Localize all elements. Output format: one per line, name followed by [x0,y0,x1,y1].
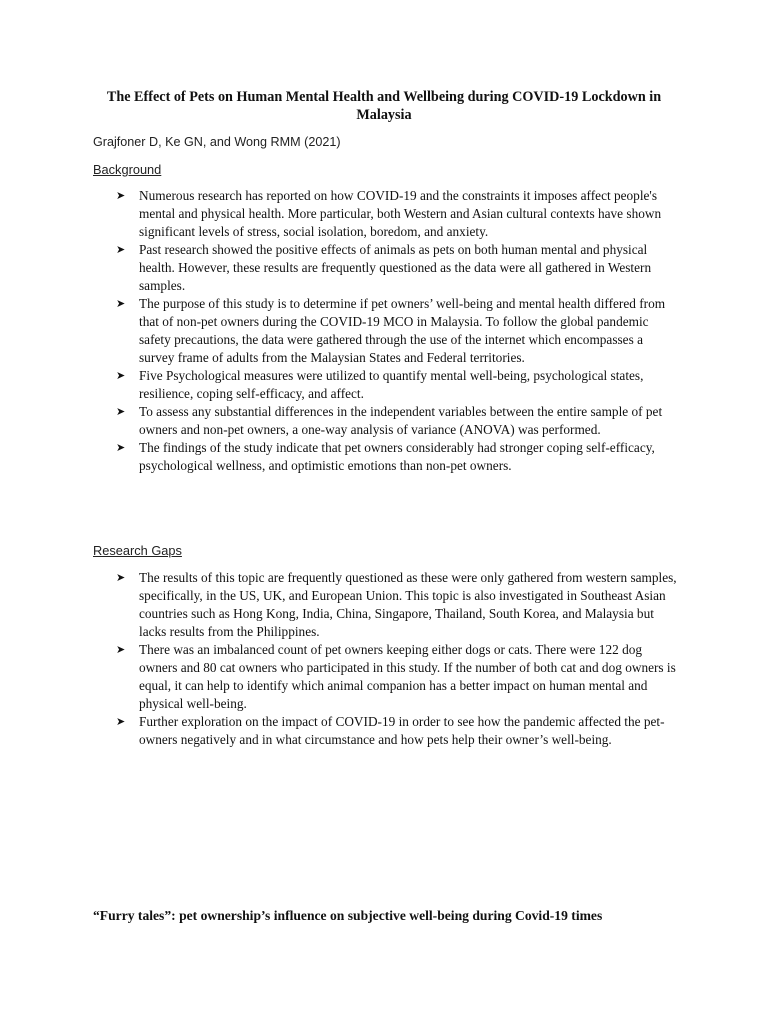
list-item [114,641,680,713]
list-item [114,241,680,295]
authors-line: Grajfoner D, Ke GN, and Wong RMM (2021) [93,135,341,149]
list-item-text: The results of this topic are frequently questioned as these were only gathered from western samples, specifically, in the US, UK, and European Union. This topic is also investigated in Southeast Asian countries such as Hong Kong, India, China, Singapore, Thailand, South Korea, and Malaysia but lacks results from the Philippines. [139,570,677,639]
background-list [114,187,680,475]
list-item [114,187,680,241]
list-item [114,569,680,641]
arrowhead-bullet-icon: ➤ [116,243,126,256]
list-item-text: There was an imbalanced count of pet owners keeping either dogs or cats. There were 122 dog owners and 80 cat owners who participated in this study. If the number of both cat and dog owners is equal, it can help to identify which animal companion has a better impact on human mental and physical well-being. [139,642,676,711]
list-item-text: Numerous research has reported on how COVID-19 and the constraints it imposes affect people's mental and physical health. More particular, both Western and Asian cultural contexts have shown significant levels of stress, social isolation, boredom, and anxiety. [139,188,662,239]
list-item [114,403,680,439]
list-item-text: To assess any substantial differences in the independent variables between the entire sample of pet owners and non-pet owners, a one-way analysis of variance (ANOVA) was performed. [139,404,663,437]
list-item-text: The purpose of this study is to determine if pet owners’ well-being and mental health differed from that of non-pet owners during the COVID-19 MCO in Malaysia. To follow the global pandemic safety precautions, the data were gathered through the use of the internet which encompasses a survey frame of adults from the Malaysian States and Federal territories. [139,296,666,365]
arrowhead-bullet-icon: ➤ [116,189,126,202]
list-item [114,367,680,403]
list-item [114,439,680,475]
list-item-text: The findings of the study indicate that pet owners considerably had stronger coping self-efficacy, psychological wellness, and optimistic emotions than non-pet owners. [139,440,655,473]
research-gaps-list [114,569,680,749]
list-item-text: Five Psychological measures were utilized to quantify mental well-being, psychological states, resilience, coping self-efficacy, and affect. [139,368,644,401]
background-heading: Background [93,162,162,177]
arrowhead-bullet-icon: ➤ [116,571,126,584]
list-item-text: Past research showed the positive effects of animals as pets on both human mental and physical health. However, these results are frequently questioned as the data were all gathered in Western samples. [139,242,652,293]
document-title: The Effect of Pets on Human Mental Health and Wellbeing during COVID-19 Lockdown in Malaysia [106,89,662,123]
arrowhead-bullet-icon: ➤ [116,715,126,728]
list-item-text: Further exploration on the impact of COVID-19 in order to see how the pandemic affected the pet-owners negatively and in what circumstance and how pets help their owner’s well-being. [139,714,665,747]
arrowhead-bullet-icon: ➤ [116,297,126,310]
research-gaps-heading: Research Gaps [93,543,182,558]
next-section-title: “Furry tales”: pet ownership’s influence on subjective well-being during Covid-19 times [93,908,603,923]
list-item [114,295,680,367]
arrowhead-bullet-icon: ➤ [116,441,126,454]
list-item [114,713,680,749]
arrowhead-bullet-icon: ➤ [116,405,126,418]
arrowhead-bullet-icon: ➤ [116,643,126,656]
arrowhead-bullet-icon: ➤ [116,369,126,382]
